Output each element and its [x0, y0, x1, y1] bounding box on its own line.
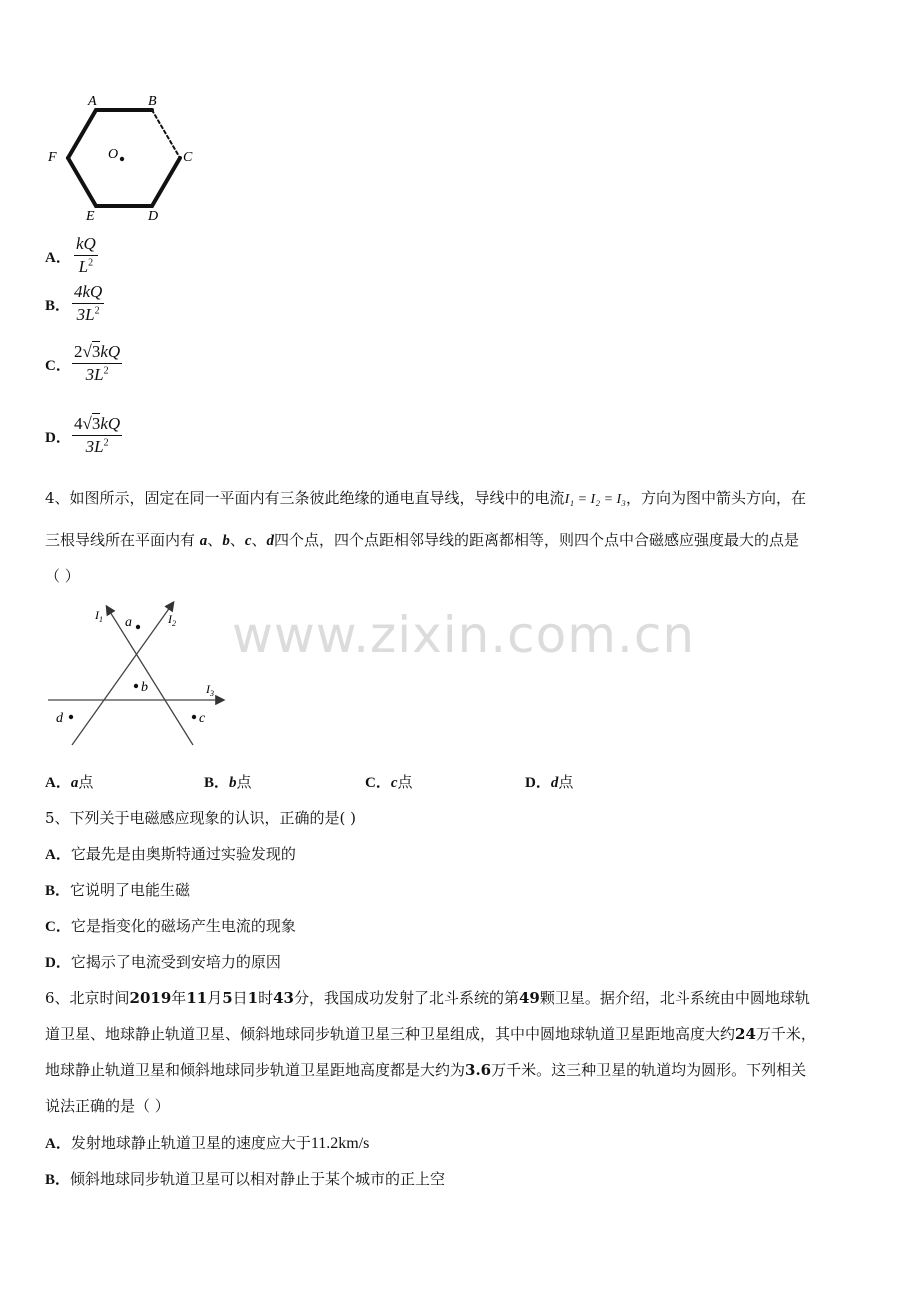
q6-text-1f: 分，我国成功发射了北斗系统的第	[293, 989, 519, 1007]
watermark: www.zixin.com.cn	[232, 606, 696, 664]
q4-option-b-suffix: 点	[236, 773, 252, 791]
q6-text-2b: 万千米，	[755, 1025, 816, 1043]
q3-option-a-denominator	[79, 256, 93, 277]
wire-i2	[72, 603, 173, 745]
q3-option-b-numerator: 4kQ	[72, 282, 104, 304]
q4-stem-line-3: （ ）	[45, 567, 80, 585]
q5-option-a-text: 它最先是由奥斯特通过实验发现的	[70, 845, 296, 863]
center-dot	[120, 157, 124, 161]
q6-option-b-text: 倾斜地球同步轨道卫星可以相对静止于某个城市的正上空	[70, 1170, 446, 1188]
q6-option-a-value: 11.2km/s	[310, 1135, 370, 1152]
point-label-d: d	[56, 711, 63, 726]
q6-text-1c: 月	[207, 989, 223, 1007]
q4-point-b: b	[222, 533, 230, 549]
hexagon-edge-fa	[68, 110, 96, 158]
q6-minute: 43	[273, 989, 294, 1007]
q4-option-c-var: c	[390, 775, 398, 791]
q3-option-c-numerator: 2√3kQ	[72, 342, 122, 364]
q4-option-d-suffix: 点	[558, 773, 574, 791]
q6-text-2a: 道卫星、地球静止轨道卫星、倾斜地球同步轨道卫星三种卫星组成，其中中圆地球轨道卫星距地高度大约	[45, 1025, 736, 1043]
center-label: O	[108, 147, 119, 162]
q5-stem: 5、下列关于电磁感应现象的认识，正确的是( )	[45, 809, 357, 827]
q6-height-2: 3.6	[465, 1061, 492, 1079]
q4-option-d-var: d	[550, 775, 559, 791]
vertex-label-a: A	[88, 94, 97, 109]
point-label-c: c	[199, 711, 206, 726]
q6-stem-line-3	[45, 1060, 806, 1080]
point-label-a: a	[125, 615, 132, 630]
wire-label-i3: $I_3$	[206, 682, 214, 698]
q6-text-1a: 6、北京时间	[45, 989, 130, 1007]
q3-option-a-den-base: L	[78, 257, 89, 276]
q5-option-b-text: 它说明了电能生磁	[70, 881, 191, 899]
wire-i1	[107, 607, 193, 745]
q5-option-d-letter: D．	[45, 955, 71, 971]
q3-option-b-letter: B．	[45, 298, 71, 314]
q5-option-c-text: 它是指变化的磁场产生电流的现象	[70, 917, 296, 935]
q5-option-a	[45, 844, 296, 865]
vertex-label-b: B	[148, 94, 157, 109]
q3-option-b-den-base: 3L	[76, 305, 95, 324]
q3-option-a-letter: A．	[45, 250, 71, 266]
point-dot-b	[134, 684, 138, 688]
q6-option-a-text: 发射地球静止轨道卫星的速度应大于	[70, 1134, 311, 1152]
q4-option-a-suffix: 点	[78, 773, 94, 791]
q4-stem-text-2b: 四个点，四个点距相邻导线的距离都相等，则四个点中合磁感应强度最大的点是	[274, 531, 800, 549]
q4-option-c-suffix: 点	[397, 773, 413, 791]
q3-option-d-fraction	[72, 414, 122, 457]
q3-option-d-letter: D．	[45, 430, 71, 446]
hexagon-edge-bc	[152, 110, 180, 158]
point-dot-d	[69, 715, 73, 719]
q6-day: 5	[222, 989, 233, 1007]
hexagon-edge-ef	[68, 158, 96, 206]
q5-option-b	[45, 880, 190, 901]
q3-option-c-den-exp: 2	[103, 365, 109, 377]
q6-year: 2019	[129, 989, 172, 1007]
vertex-label-f: F	[48, 150, 57, 165]
hexagon-edge-cd	[152, 158, 180, 206]
vertex-label-e: E	[86, 209, 95, 223]
q4-point-a: a	[199, 533, 208, 549]
q3-option-d-denominator	[86, 436, 109, 457]
q5-option-b-letter: B．	[45, 883, 71, 899]
wire-label-i1: $I_1$	[95, 608, 103, 624]
q3-option-b-den-exp: 2	[94, 305, 100, 317]
q6-stem-line-1	[45, 988, 810, 1008]
q4-point-c: c	[244, 533, 252, 549]
q3-option-b-denominator	[77, 304, 100, 325]
q6-text-1b: 年	[171, 989, 187, 1007]
vertex-label-d: D	[148, 209, 159, 223]
q6-option-b	[45, 1169, 445, 1190]
q5-option-d	[45, 952, 281, 973]
q3-option-a-den-exp: 2	[88, 257, 94, 269]
q6-stem-line-4: 说法正确的是（ ）	[45, 1097, 170, 1115]
q6-text-1e: 时	[258, 989, 274, 1007]
point-dot-a	[136, 625, 140, 629]
q3-option-c-root: 3	[91, 342, 101, 361]
q6-hour: 1	[247, 989, 259, 1007]
q5-option-c-letter: C．	[45, 919, 71, 935]
q5-option-a-letter: A．	[45, 847, 71, 863]
q4-option-b	[204, 772, 252, 793]
q4-stem-text-2a: 三根导线所在平面内有	[45, 531, 196, 549]
q3-option-a-numerator: kQ	[74, 234, 98, 256]
q6-text-1d: 日	[232, 989, 248, 1007]
q3-option-b-fraction	[72, 282, 104, 325]
q4-stem-line-2: 三根导线所在平面内有 a、b、c、d四个点，四个点距相邻导线的距离都相等，则四个点中合磁感应强度最大的点是	[45, 531, 800, 549]
point-dot-c	[192, 715, 196, 719]
q6-satellite-number: 49	[519, 989, 540, 1007]
q6-option-a-letter: A．	[45, 1136, 71, 1152]
q5-option-d-text: 它揭示了电流受到安培力的原因	[70, 953, 281, 971]
q5-option-c	[45, 916, 296, 937]
q4-option-d-letter: D．	[525, 775, 551, 791]
q3-option-d-den-base: 3L	[85, 437, 104, 456]
q6-text-3b: 万千米。这三种卫星的轨道均为圆形。下列相关	[491, 1061, 807, 1079]
q4-option-a-letter: A．	[45, 775, 71, 791]
q4-option-b-var: b	[229, 775, 237, 791]
q4-option-a-var: a	[70, 775, 79, 791]
q6-option-a	[45, 1133, 369, 1154]
q6-text-3a: 地球静止轨道卫星和倾斜地球同步轨道卫星距地高度都是大约为	[45, 1061, 466, 1079]
q4-option-c	[365, 772, 413, 793]
q4-option-d	[525, 772, 573, 793]
q3-option-d-numerator: 4√3kQ	[72, 414, 122, 436]
q6-stem-line-2	[45, 1024, 816, 1044]
hexagon-figure	[40, 88, 210, 223]
q3-option-c-denominator	[86, 364, 109, 385]
q4-option-c-letter: C．	[365, 775, 391, 791]
q6-height-1: 24	[735, 1025, 756, 1043]
q6-text-1g: 颗卫星。据介绍，北斗系统由中圆地球轨	[539, 989, 810, 1007]
q4-option-a	[45, 772, 93, 793]
q3-option-d-rest: kQ	[100, 414, 121, 433]
q3-option-c-rest: kQ	[100, 342, 121, 361]
q4-current-expression: I₁ = I₂ = I₃	[564, 492, 627, 507]
q6-option-b-letter: B．	[45, 1172, 71, 1188]
q3-option-c-fraction	[72, 342, 122, 385]
q3-option-c-coef: 2	[74, 342, 83, 361]
q3-option-d-coef: 4	[74, 414, 83, 433]
q4-stem-text-1b: ，方向为图中箭头方向，在	[626, 489, 807, 507]
wire-label-i2: $I_2$	[168, 612, 176, 628]
q3-option-d-den-exp: 2	[103, 437, 109, 449]
q3-option-d-root: 3	[91, 414, 101, 433]
q4-stem-text-1a: 4、如图所示，固定在同一平面内有三条彼此绝缘的通电直导线，导线中的电流	[45, 489, 565, 507]
q6-month: 11	[186, 989, 208, 1007]
wires-figure	[40, 595, 240, 755]
q3-option-a-fraction	[74, 234, 98, 277]
q4-option-b-letter: B．	[204, 775, 230, 791]
q3-option-c-den-base: 3L	[85, 365, 104, 384]
q4-stem-line-1	[45, 488, 806, 510]
q3-option-c-letter: C．	[45, 358, 71, 374]
point-label-b: b	[141, 680, 148, 695]
vertex-label-c: C	[183, 150, 193, 165]
q4-point-d: d	[266, 533, 275, 549]
